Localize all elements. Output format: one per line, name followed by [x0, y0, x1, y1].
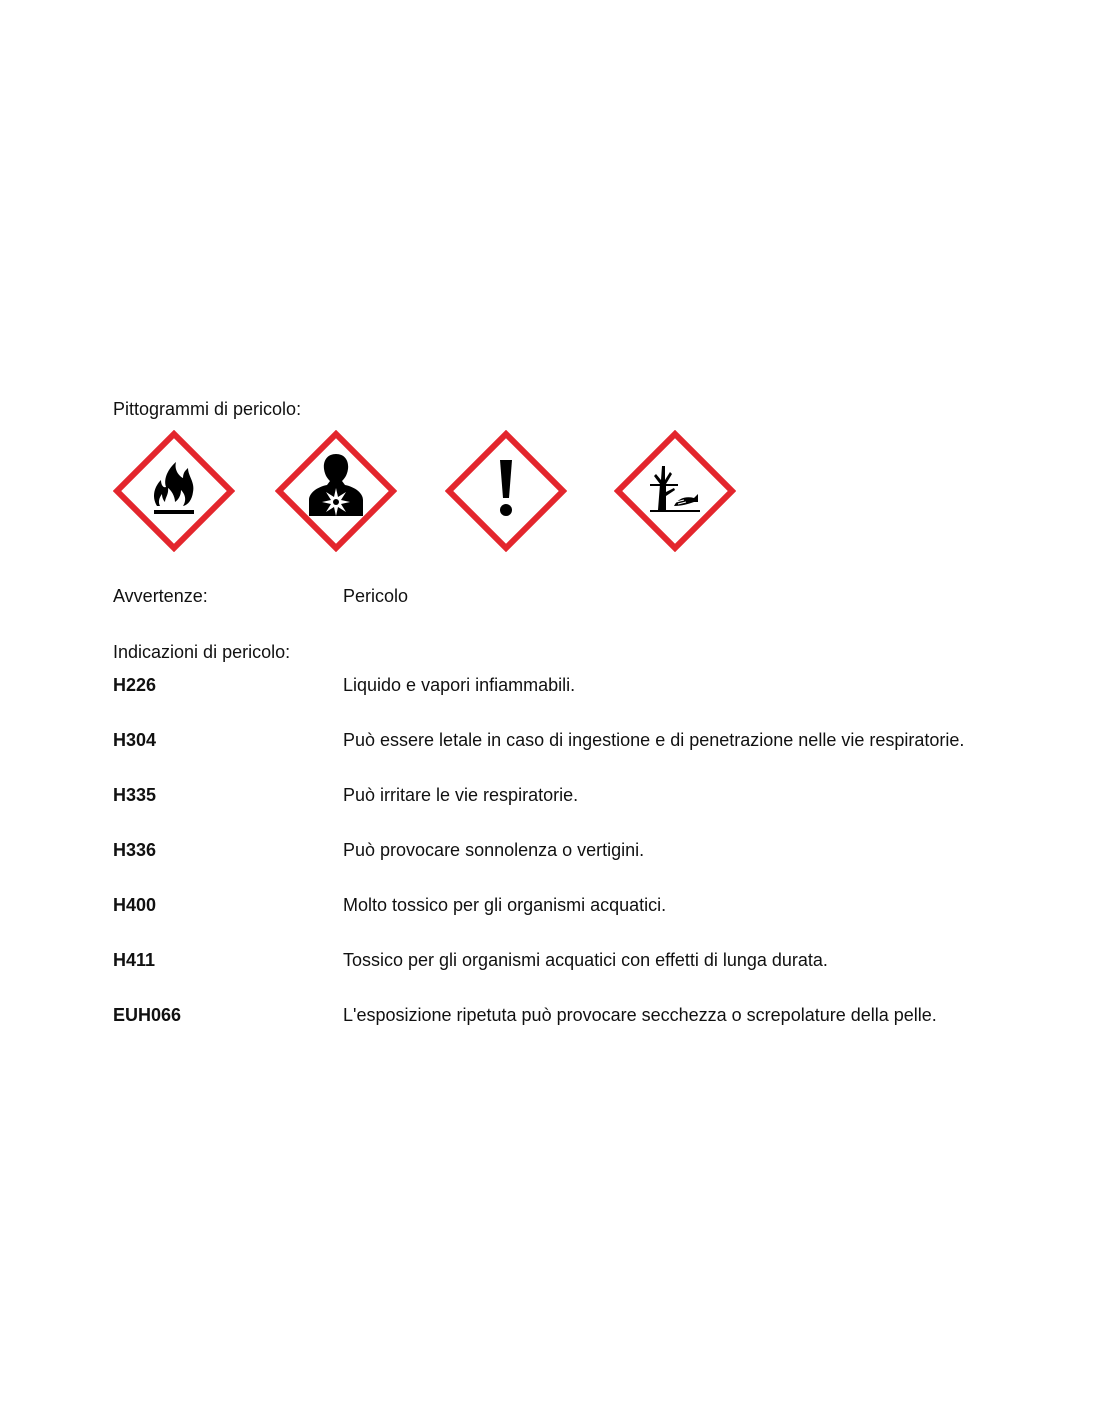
- hazard-statement-row: [113, 784, 1073, 808]
- hazard-text: L'esposizione ripetuta può provocare secchezza o screpolature della pelle.: [343, 1005, 937, 1025]
- hazard-text: Molto tossico per gli organismi acquatici.: [343, 895, 667, 915]
- hazard-code: H335: [113, 785, 157, 805]
- hazard-code: H304: [113, 730, 157, 750]
- hazard-code: H226: [113, 675, 157, 695]
- flame-icon: [113, 430, 235, 552]
- health-hazard-icon: [275, 430, 397, 552]
- hazard-code: H336: [113, 840, 157, 860]
- hazard-text: Può irritare le vie respiratorie.: [343, 785, 579, 805]
- hazard-text: Può provocare sonnolenza o vertigini.: [343, 840, 645, 860]
- hazard-statement-row: [113, 729, 1073, 753]
- hazard-code: H411: [113, 950, 156, 970]
- signal-word-value: Pericolo: [343, 586, 409, 606]
- hazard-statement-row: [113, 674, 1073, 698]
- hazard-statement-row: [113, 894, 1073, 918]
- hazard-text: Liquido e vapori infiammabili.: [343, 675, 576, 695]
- hazard-statements-label: Indicazioni di pericolo:: [113, 642, 291, 662]
- hazard-text: Può essere letale in caso di ingestione e di penetrazione nelle vie respiratorie.: [343, 730, 965, 750]
- pictograms-label: Pittogrammi di pericolo:: [113, 399, 302, 419]
- hazard-text: Tossico per gli organismi acquatici con effetti di lunga durata.: [343, 950, 828, 970]
- hazard-statement-row: [113, 839, 1073, 863]
- exclamation-mark-icon: [445, 430, 567, 552]
- pictogram-row: [113, 430, 753, 552]
- hazard-code: H400: [113, 895, 157, 915]
- hazard-statement-row: [113, 1004, 1073, 1028]
- environment-icon: [614, 430, 736, 552]
- signal-word-label: Avvertenze:: [113, 586, 208, 606]
- signal-word-row: [113, 585, 813, 609]
- hazard-code: EUH066: [113, 1005, 182, 1025]
- hazard-statement-row: [113, 949, 1073, 973]
